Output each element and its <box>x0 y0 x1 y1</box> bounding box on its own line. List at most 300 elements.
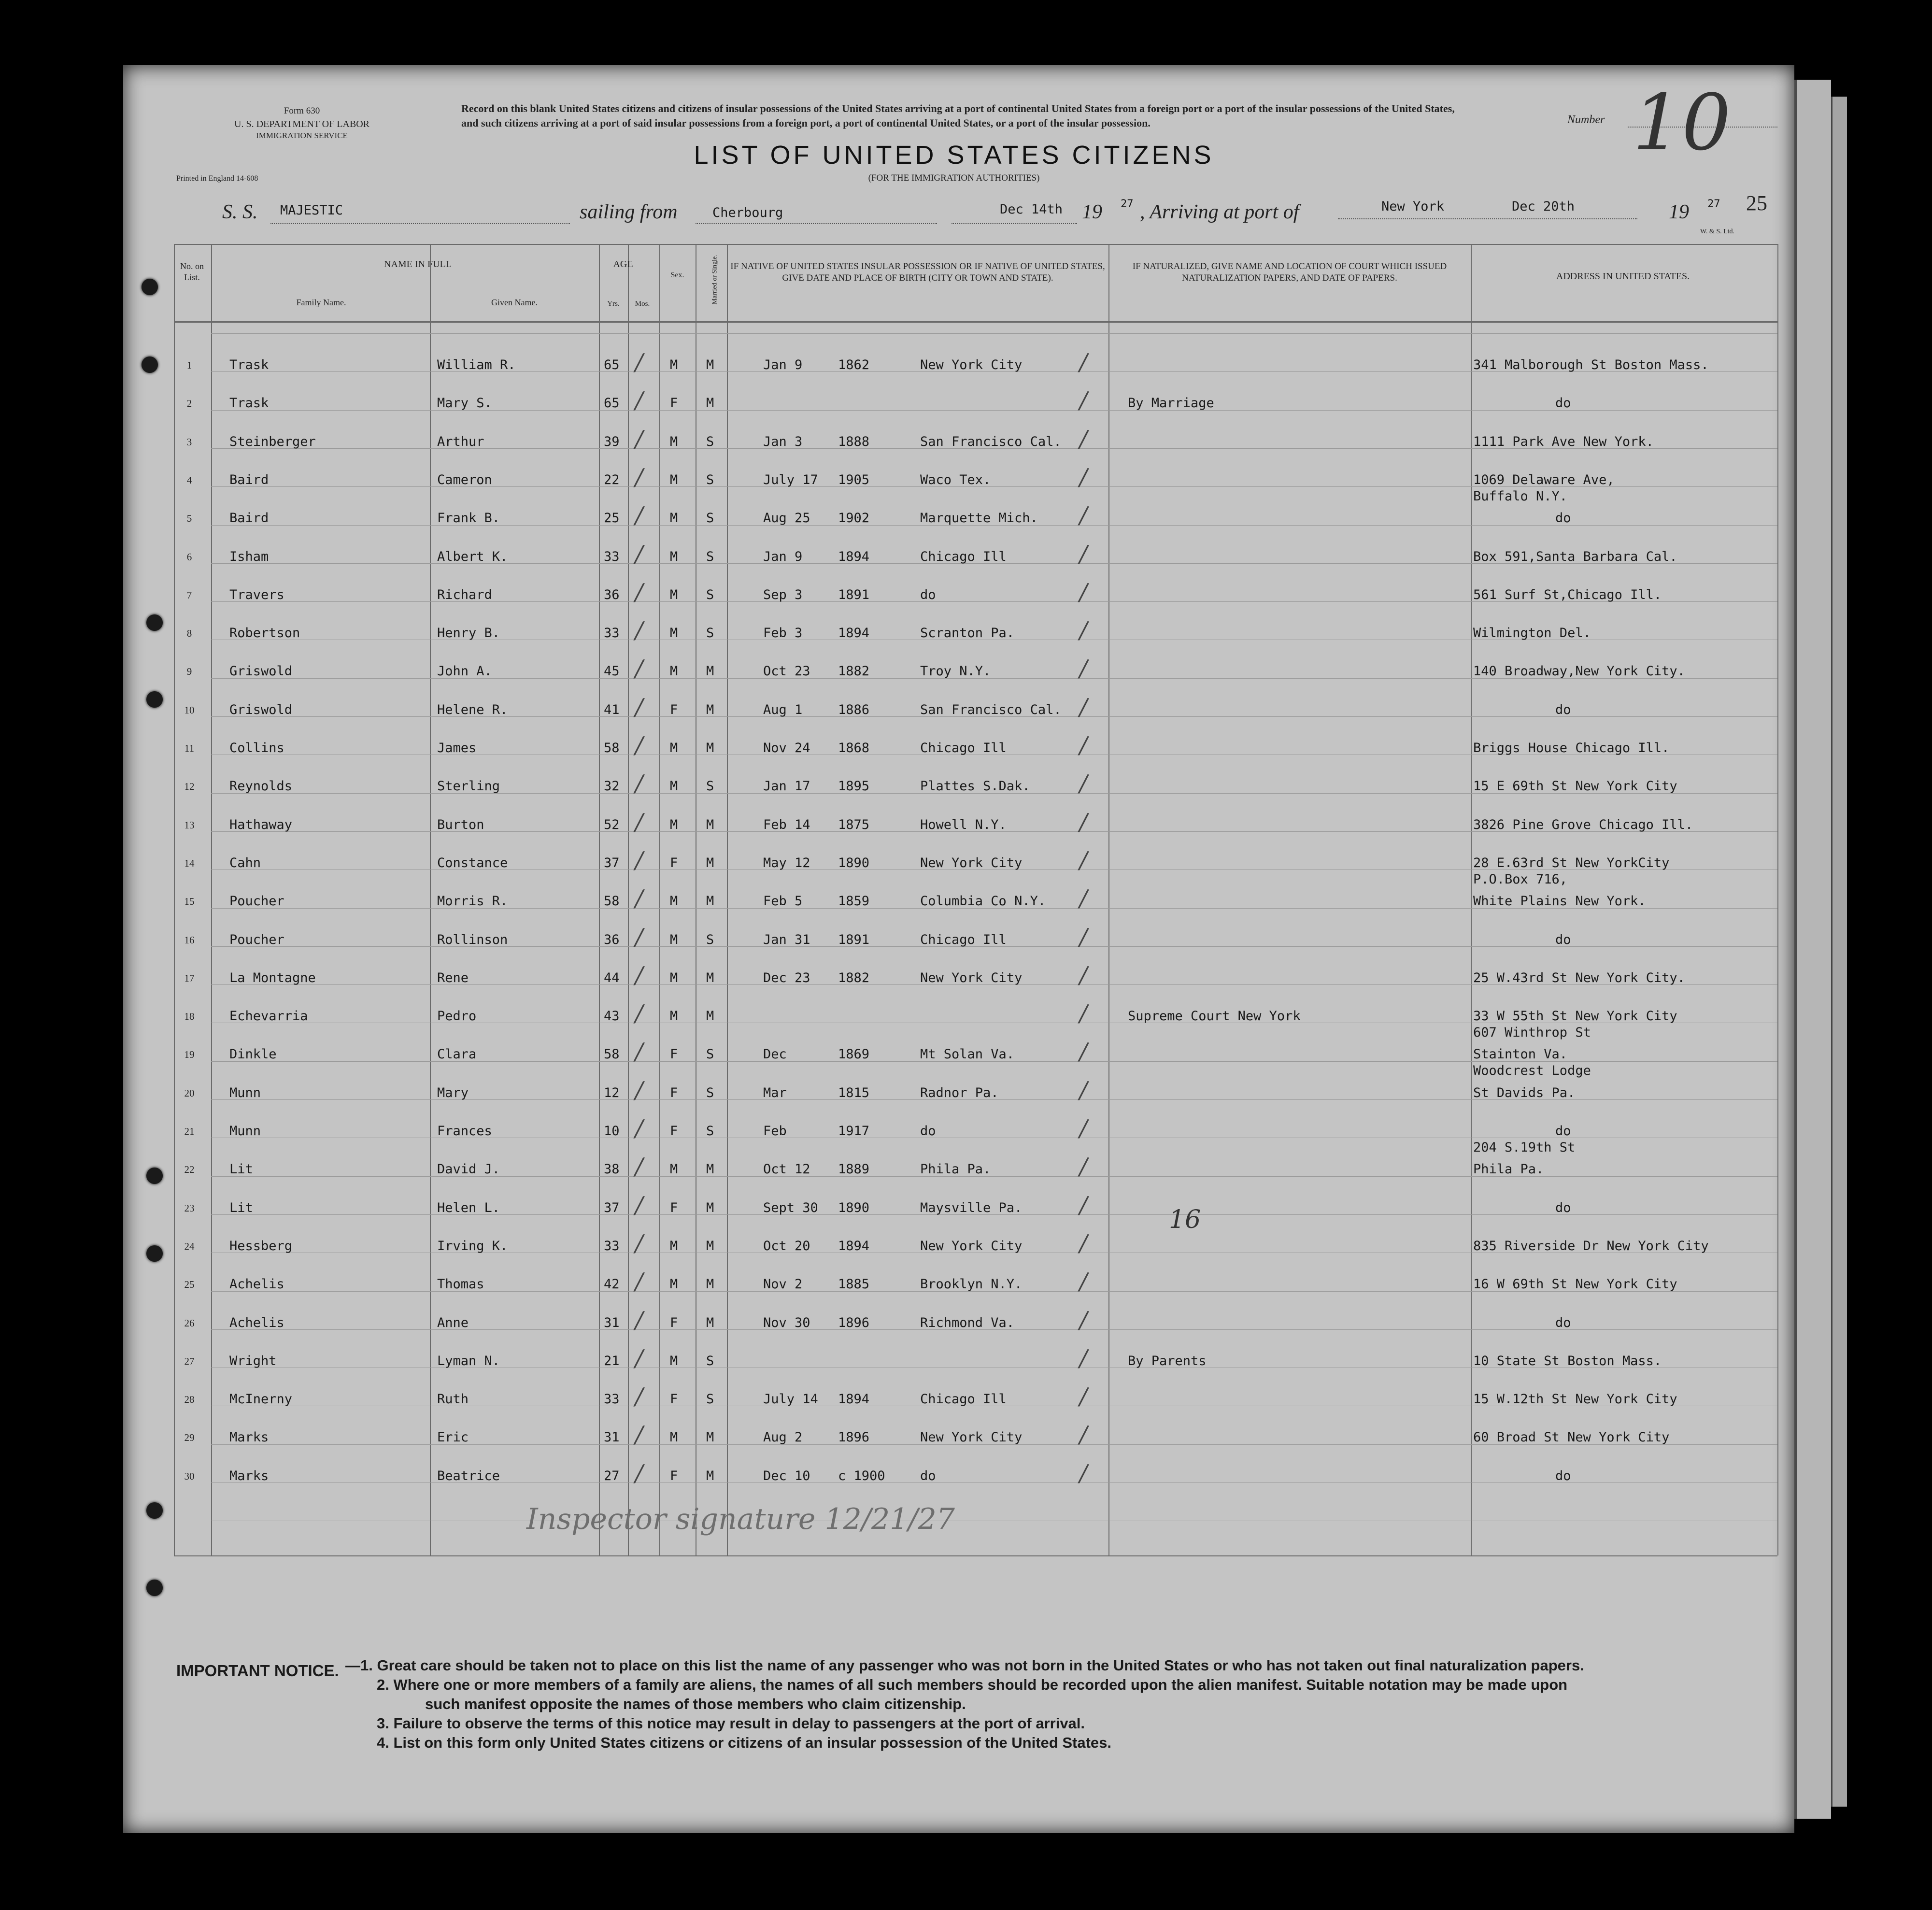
family-name: Reynolds <box>229 779 293 794</box>
family-name: Echevarria <box>229 1009 308 1024</box>
age-years: 38 <box>604 1162 620 1177</box>
sex: M <box>670 741 678 755</box>
age-check-mark: / <box>635 770 643 797</box>
row-number: 21 <box>184 1126 195 1137</box>
birth-year: 1882 <box>838 970 870 985</box>
col-yrs: Yrs. <box>607 300 620 308</box>
marital-status: S <box>706 549 714 564</box>
family-name: Achelis <box>229 1315 284 1330</box>
birth-year: 1896 <box>838 1430 870 1445</box>
age-check-mark: / <box>635 1000 643 1027</box>
check-mark: / <box>1080 1000 1088 1027</box>
sex: F <box>670 1392 678 1407</box>
row-number: 5 <box>186 513 192 524</box>
check-mark: / <box>1080 1268 1088 1295</box>
family-name: Marks <box>229 1430 269 1445</box>
birth-place: Brooklyn N.Y. <box>920 1277 1023 1292</box>
address-line-1: 25 W.43rd St New York City. <box>1473 970 1685 985</box>
service-label: IMMIGRATION SERVICE <box>256 131 348 140</box>
row-number: 1 <box>186 359 192 371</box>
col-age: AGE <box>613 259 633 270</box>
sailing-label: sailing from <box>580 201 678 223</box>
check-mark: / <box>1080 732 1088 759</box>
birth-place: Troy N.Y. <box>920 664 991 679</box>
row-number: 3 <box>186 436 192 448</box>
family-name: Hessberg <box>229 1239 293 1254</box>
address-line-1: do <box>1555 396 1571 411</box>
birth-place: do <box>920 1124 936 1139</box>
age-years: 10 <box>604 1124 620 1139</box>
marital-status: M <box>706 1315 714 1330</box>
age-years: 42 <box>604 1277 620 1292</box>
sex: F <box>670 702 678 717</box>
naturalization: By Marriage <box>1128 396 1214 411</box>
row-number: 24 <box>184 1240 195 1252</box>
margin-note: 16 <box>1169 1205 1201 1234</box>
notice-item-2: 2. Where one or more members of a family are aliens, the names of all such members should be recorded upon the alien manifest. Suitable notation may be made upon <box>377 1676 1568 1693</box>
address-line-1: Phila Pa. <box>1473 1162 1544 1177</box>
age-years: 12 <box>604 1085 620 1100</box>
age-check-mark: / <box>635 464 643 491</box>
col-family-name: Family Name. <box>296 298 346 307</box>
family-name: Griswold <box>229 664 293 679</box>
row-number: 15 <box>184 896 195 907</box>
birth-year: 1875 <box>838 817 870 832</box>
marital-status: M <box>706 1277 714 1292</box>
given-name: Eric <box>437 1430 469 1445</box>
given-name: Anne <box>437 1315 469 1330</box>
sex: M <box>670 1239 678 1254</box>
row-number: 19 <box>184 1049 195 1060</box>
marital-status: S <box>706 1047 714 1062</box>
given-name: Ruth <box>437 1392 469 1407</box>
department-label: U. S. DEPARTMENT OF LABOR <box>234 119 369 129</box>
marital-status: M <box>706 1239 714 1254</box>
table-top-rule <box>174 244 1777 245</box>
age-years: 32 <box>604 779 620 794</box>
address-line-1: 140 Broadway,New York City. <box>1473 664 1685 679</box>
birth-date: July 14 <box>763 1392 818 1407</box>
birth-place: do <box>920 587 936 602</box>
address-line-1: do <box>1555 511 1571 526</box>
arrival-year-prefix: 19 <box>1669 201 1689 223</box>
col-married-single: Married or Single. <box>711 255 719 305</box>
marital-status: M <box>706 357 714 372</box>
age-check-mark: / <box>635 1421 643 1448</box>
address-line-1: 15 W.12th St New York City <box>1473 1392 1677 1407</box>
birth-place: New York City <box>920 855 1023 870</box>
given-name: Cameron <box>437 472 492 487</box>
birth-place: Chicago Ill <box>920 1392 1007 1407</box>
address-line-1: do <box>1555 1200 1571 1215</box>
row-number: 26 <box>184 1317 195 1329</box>
check-mark: / <box>1080 426 1088 453</box>
marital-status: S <box>706 511 714 526</box>
row-number: 11 <box>184 742 195 754</box>
col-sex: Sex. <box>670 271 684 279</box>
address-line-1: 28 E.63rd St New YorkCity <box>1473 855 1670 870</box>
marital-status: S <box>706 779 714 794</box>
marital-status: M <box>706 855 714 870</box>
check-mark: / <box>1080 885 1088 912</box>
given-name: Rene <box>437 970 469 985</box>
birth-place: Howell N.Y. <box>920 817 1007 832</box>
punch-hole <box>146 691 163 708</box>
row-number: 18 <box>184 1011 195 1022</box>
birth-date: Mar <box>763 1085 787 1100</box>
address-line-1: 835 Riverside Dr New York City <box>1473 1239 1709 1254</box>
sex: M <box>670 894 678 909</box>
age-check-mark: / <box>635 1115 643 1142</box>
marital-status: M <box>706 817 714 832</box>
row-number: 8 <box>186 627 192 639</box>
address-line-1: 15 E 69th St New York City <box>1473 779 1677 794</box>
address-line-2: 607 Winthrop St <box>1473 1025 1591 1040</box>
age-years: 44 <box>604 970 620 985</box>
birth-place: New York City <box>920 357 1023 372</box>
address-line-1: 10 State St Boston Mass. <box>1473 1354 1662 1368</box>
sex: F <box>670 1124 678 1139</box>
age-years: 39 <box>604 434 620 449</box>
address-line-1: do <box>1555 1315 1571 1330</box>
page-title: LIST OF UNITED STATES CITIZENS <box>694 141 1214 170</box>
family-name: La Montagne <box>229 970 316 985</box>
sex: F <box>670 855 678 870</box>
family-name: Baird <box>229 472 269 487</box>
given-name: Rollinson <box>437 932 508 947</box>
age-years: 33 <box>604 1239 620 1254</box>
sex: M <box>670 357 678 372</box>
birth-date: May 12 <box>763 855 810 870</box>
check-mark: / <box>1080 464 1088 491</box>
birth-year: 1888 <box>838 434 870 449</box>
age-years: 33 <box>604 549 620 564</box>
check-mark: / <box>1080 1230 1088 1257</box>
family-name: Griswold <box>229 702 293 717</box>
birth-date: July 17 <box>763 472 818 487</box>
check-mark: / <box>1080 1038 1088 1065</box>
given-name: Frances <box>437 1124 492 1139</box>
notice-item-4: 4. List on this form only United States citizens or citizens of an insular possession of the United States. <box>377 1734 1111 1751</box>
family-name: Lit <box>229 1200 253 1215</box>
marital-status: S <box>706 1392 714 1407</box>
punch-hole <box>146 1502 163 1519</box>
birth-year: 1869 <box>838 1047 870 1062</box>
arrival-line <box>1338 218 1637 219</box>
check-mark: / <box>1080 1345 1088 1372</box>
family-name: Wright <box>229 1354 277 1368</box>
sex: M <box>670 1354 678 1368</box>
birth-place: New York City <box>920 1430 1023 1445</box>
age-check-mark: / <box>635 1268 643 1295</box>
age-years: 36 <box>604 587 620 602</box>
age-check-mark: / <box>635 1153 643 1180</box>
birth-place: Maysville Pa. <box>920 1200 1023 1215</box>
sex: F <box>670 1468 678 1483</box>
birth-year: 1889 <box>838 1162 870 1177</box>
sex: F <box>670 1047 678 1062</box>
age-years: 58 <box>604 1047 620 1062</box>
family-name: Poucher <box>229 894 284 909</box>
number-label: Number <box>1567 114 1605 126</box>
marital-status: S <box>706 1354 714 1368</box>
check-mark: / <box>1080 655 1088 682</box>
sex: M <box>670 932 678 947</box>
birth-date: Oct 12 <box>763 1162 810 1177</box>
marital-status: M <box>706 396 714 411</box>
sex: M <box>670 779 678 794</box>
birth-place: New York City <box>920 970 1023 985</box>
row-number: 6 <box>186 551 192 563</box>
address-line-1: 341 Malborough St Boston Mass. <box>1473 357 1709 372</box>
address-line-1: 60 Broad St New York City <box>1473 1430 1670 1445</box>
row-number: 30 <box>184 1470 195 1482</box>
birth-place: Mt Solan Va. <box>920 1047 1015 1062</box>
age-years: 25 <box>604 511 620 526</box>
address-line-2: Buffalo N.Y. <box>1473 489 1568 504</box>
family-name: Trask <box>229 396 269 411</box>
birth-place: Scranton Pa. <box>920 626 1015 641</box>
birth-year: 1890 <box>838 1200 870 1215</box>
page-subtitle: (FOR THE IMMIGRATION AUTHORITIES) <box>868 173 1040 183</box>
notice-item-1: —1. Great care should be taken not to place on this list the name of any passenger who was not born in the United States or who has not taken out final naturalization papers. <box>345 1657 1584 1674</box>
depart-line <box>952 223 1077 224</box>
age-years: 33 <box>604 1392 620 1407</box>
given-name: Beatrice <box>437 1468 500 1483</box>
column-rule <box>211 244 212 1555</box>
depart-date: Dec 14th <box>1000 202 1063 217</box>
birth-date: Nov 2 <box>763 1277 803 1292</box>
check-mark: / <box>1080 924 1088 951</box>
birth-year: 1859 <box>838 894 870 909</box>
birth-year: 1905 <box>838 472 870 487</box>
given-name: Burton <box>437 817 484 832</box>
birth-date: Nov 30 <box>763 1315 810 1330</box>
birth-date: Dec 10 <box>763 1468 810 1483</box>
birth-year: 1917 <box>838 1124 870 1139</box>
birth-date: Jan 3 <box>763 434 803 449</box>
marital-status: M <box>706 1468 714 1483</box>
birth-date: Feb 3 <box>763 626 803 641</box>
birth-year: 1894 <box>838 549 870 564</box>
birth-year: c 1900 <box>838 1468 885 1483</box>
given-name: Lyman N. <box>437 1354 500 1368</box>
birth-place: Marquette Mich. <box>920 511 1038 526</box>
family-name: Steinberger <box>229 434 316 449</box>
row-number: 14 <box>184 857 195 869</box>
given-name: Constance <box>437 855 508 870</box>
row-number: 9 <box>186 666 192 677</box>
row-number: 4 <box>186 474 192 486</box>
marital-status: S <box>706 472 714 487</box>
birth-year: 1882 <box>838 664 870 679</box>
row-rule <box>211 333 1777 334</box>
age-check-mark: / <box>635 1192 643 1219</box>
row-number: 23 <box>184 1202 195 1214</box>
birth-year: 1894 <box>838 1239 870 1254</box>
check-mark: / <box>1080 541 1088 568</box>
row-number: 2 <box>186 398 192 409</box>
age-years: 45 <box>604 664 620 679</box>
age-years: 41 <box>604 702 620 717</box>
given-name: Mary S. <box>437 396 492 411</box>
birth-date: Sep 3 <box>763 587 803 602</box>
address-line-1: White Plains New York. <box>1473 894 1646 909</box>
ship-name: MAJESTIC <box>280 203 343 218</box>
birth-place: Radnor Pa. <box>920 1085 999 1100</box>
sex: M <box>670 626 678 641</box>
family-name: Munn <box>229 1124 261 1139</box>
birth-date: Oct 23 <box>763 664 810 679</box>
birth-date: Jan 17 <box>763 779 810 794</box>
birth-date: Feb 14 <box>763 817 810 832</box>
given-name: Thomas <box>437 1277 484 1292</box>
family-name: McInerny <box>229 1392 293 1407</box>
family-name: Trask <box>229 357 269 372</box>
birth-date: Dec 23 <box>763 970 810 985</box>
marital-status: S <box>706 1085 714 1100</box>
column-rule <box>1471 244 1472 1555</box>
check-mark: / <box>1080 387 1088 414</box>
birth-place: Richmond Va. <box>920 1315 1015 1330</box>
marital-status: S <box>706 1124 714 1139</box>
birth-year: 1891 <box>838 587 870 602</box>
header-bottom-rule <box>174 321 1777 323</box>
marital-status: S <box>706 434 714 449</box>
marital-status: M <box>706 1162 714 1177</box>
check-mark: / <box>1080 770 1088 797</box>
page-number: 25 <box>1746 191 1767 215</box>
column-rule <box>599 244 600 1555</box>
col-address: ADDRESS IN UNITED STATES. <box>1556 271 1690 282</box>
check-mark: / <box>1080 1421 1088 1448</box>
row-number: 29 <box>184 1432 195 1443</box>
marital-status: S <box>706 587 714 602</box>
row-number: 27 <box>184 1355 195 1367</box>
check-mark: / <box>1080 1383 1088 1410</box>
birth-place: Columbia Co N.Y. <box>920 894 1046 909</box>
age-check-mark: / <box>635 962 643 989</box>
age-check-mark: / <box>635 1345 643 1372</box>
age-check-mark: / <box>635 1307 643 1334</box>
age-check-mark: / <box>635 387 643 414</box>
age-years: 37 <box>604 1200 620 1215</box>
birth-year: 1894 <box>838 1392 870 1407</box>
page-stack-edge <box>1794 80 1831 1819</box>
sex: M <box>670 1162 678 1177</box>
address-line-1: Box 591,Santa Barbara Cal. <box>1473 549 1677 564</box>
sailing-line <box>696 223 937 224</box>
birth-year: 1896 <box>838 1315 870 1330</box>
age-years: 21 <box>604 1354 620 1368</box>
age-check-mark: / <box>635 426 643 453</box>
inspector-signature: Inspector signature 12/21/27 <box>526 1502 955 1536</box>
column-rule <box>1108 244 1109 1555</box>
age-years: 31 <box>604 1430 620 1445</box>
age-check-mark: / <box>635 502 643 529</box>
birth-date: Jan 9 <box>763 357 803 372</box>
depart-year: 27 <box>1121 198 1134 210</box>
punch-hole <box>146 614 163 631</box>
check-mark: / <box>1080 1153 1088 1180</box>
punch-hole <box>142 356 158 373</box>
birth-year: 1862 <box>838 357 870 372</box>
marital-status: M <box>706 702 714 717</box>
row-number: 13 <box>184 819 195 831</box>
birth-place: Plattes S.Dak. <box>920 779 1030 794</box>
birth-year: 1815 <box>838 1085 870 1100</box>
sex: M <box>670 664 678 679</box>
birth-year: 1891 <box>838 932 870 947</box>
birth-place: Waco Tex. <box>920 472 991 487</box>
sex: M <box>670 434 678 449</box>
column-rule <box>628 244 629 1555</box>
birth-year: 1886 <box>838 702 870 717</box>
punch-hole <box>146 1245 163 1262</box>
check-mark: / <box>1080 847 1088 874</box>
naturalization: Supreme Court New York <box>1128 1009 1301 1024</box>
page-stack-edge <box>1831 97 1847 1807</box>
age-years: 65 <box>604 357 620 372</box>
family-name: Baird <box>229 511 269 526</box>
sex: M <box>670 549 678 564</box>
given-name: James <box>437 741 477 755</box>
family-name: Marks <box>229 1468 269 1483</box>
printed-label: Printed in England 14-608 <box>176 174 258 183</box>
sex: M <box>670 511 678 526</box>
age-check-mark: / <box>635 885 643 912</box>
row-number: 25 <box>184 1279 195 1290</box>
row-number: 22 <box>184 1164 195 1175</box>
col-no: No. on List. <box>180 261 204 282</box>
check-mark: / <box>1080 502 1088 529</box>
column-rule <box>659 244 660 1555</box>
age-check-mark: / <box>635 349 643 376</box>
sex: M <box>670 472 678 487</box>
ss-label: S. S. <box>222 201 258 223</box>
col-native-birth: IF NATIVE OF UNITED STATES INSULAR POSSESSION OR IF NATIVE OF UNITED STATES, GIVE DATE AND PLACE OF BIRTH (CITY OR TOWN AND STATE). <box>730 261 1105 283</box>
form-number: Form 630 <box>284 106 320 116</box>
arrival-date: Dec 20th <box>1512 199 1575 214</box>
marital-status: M <box>706 1200 714 1215</box>
address-line-1: St Davids Pa. <box>1473 1085 1576 1100</box>
age-check-mark: / <box>635 1383 643 1410</box>
birth-place: do <box>920 1468 936 1483</box>
given-name: Morris R. <box>437 894 508 909</box>
ship-line <box>270 223 570 224</box>
address-line-2: 204 S.19th St <box>1473 1140 1576 1155</box>
row-number: 17 <box>184 972 195 984</box>
age-years: 31 <box>604 1315 620 1330</box>
punch-hole <box>146 1168 163 1184</box>
age-check-mark: / <box>635 655 643 682</box>
sex: F <box>670 1315 678 1330</box>
family-name: Dinkle <box>229 1047 277 1062</box>
check-mark: / <box>1080 579 1088 606</box>
age-check-mark: / <box>635 1038 643 1065</box>
marital-status: M <box>706 894 714 909</box>
list-number: 10 <box>1633 77 1731 168</box>
address-line-1: 1111 Park Ave New York. <box>1473 434 1654 449</box>
address-line-1: 561 Surf St,Chicago Ill. <box>1473 587 1662 602</box>
age-check-mark: / <box>635 1077 643 1104</box>
punch-hole <box>142 279 158 295</box>
check-mark: / <box>1080 1115 1088 1142</box>
check-mark: / <box>1080 1192 1088 1219</box>
sex: M <box>670 1277 678 1292</box>
birth-date: Jan 31 <box>763 932 810 947</box>
birth-date: Aug 25 <box>763 511 810 526</box>
